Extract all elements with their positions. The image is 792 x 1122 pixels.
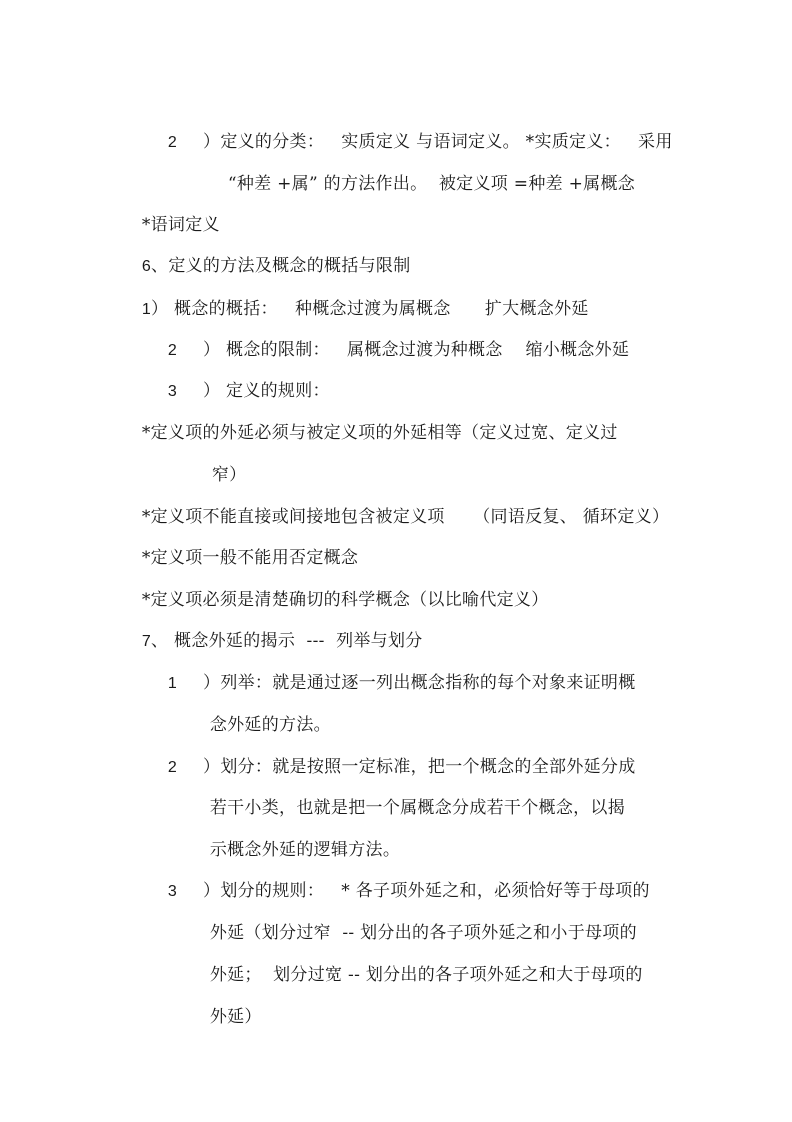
- line-text: 外延； 划分过宽 -- 划分出的各子项外延之和大于母项的: [209, 965, 643, 985]
- line-text: 、 概念外延的揭示 --- 列举与划分: [151, 631, 423, 651]
- line-text: 外延（划分过窄 -- 划分出的各子项外延之和小于母项的: [209, 923, 637, 943]
- line-text: “种差 +属” 的方法作出。 被定义项 =种差 +属概念: [227, 174, 636, 194]
- item-number: 2: [167, 759, 178, 776]
- line-text: ） 概念的概括： 种概念过渡为属概念 扩大概念外延: [151, 299, 589, 319]
- text-line: [205, 151, 635, 217]
- line-text: *语词定义: [141, 215, 220, 235]
- line-text: 、定义的方法及概念的概括与限制: [151, 256, 411, 276]
- line-text: 示概念外延的逻辑方法。: [209, 840, 401, 860]
- line-text: *定义项不能直接或间接地包含被定义项 （同语反复、 循环定义）: [141, 507, 670, 527]
- line-text: 念外延的方法。: [209, 715, 331, 735]
- line-text: ）划分的规则： * 各子项外延之和，必须恰好等于母项的: [203, 881, 650, 901]
- text-line: [187, 984, 262, 1050]
- line-text: 外延）: [209, 1007, 262, 1027]
- item-number: 6: [141, 258, 152, 275]
- item-number: 2: [167, 134, 178, 151]
- line-text: 若干小类，也就是把一个属概念分成若干个概念，以揭: [209, 798, 626, 818]
- line-text: ）列举：就是通过逐一列出概念指称的每个对象来证明概: [203, 673, 636, 693]
- line-text: ） 概念的限制： 属概念过渡为种概念 缩小概念外延: [203, 340, 630, 360]
- item-number: 3: [167, 883, 178, 900]
- item-number: 7: [141, 633, 152, 650]
- item-number: 2: [167, 342, 178, 359]
- line-text: ）定义的分类： 实质定义 与语词定义。 *实质定义： 采用: [203, 132, 673, 152]
- line-text: *定义项一般不能用否定概念: [141, 548, 359, 568]
- line-text: 窄）: [211, 465, 247, 485]
- line-text: *定义项必须是清楚确切的科学概念（以比喻代定义）: [141, 590, 549, 610]
- item-number: 1: [141, 301, 152, 318]
- line-text: ）划分：就是按照一定标准，把一个概念的全部外延分成: [203, 757, 636, 777]
- item-number: 1: [167, 675, 178, 692]
- line-text: ） 定义的规则：: [203, 381, 330, 401]
- item-number: 3: [167, 383, 178, 400]
- line-text: *定义项的外延必须与被定义项的外延相等（定义过宽、定义过: [141, 423, 618, 443]
